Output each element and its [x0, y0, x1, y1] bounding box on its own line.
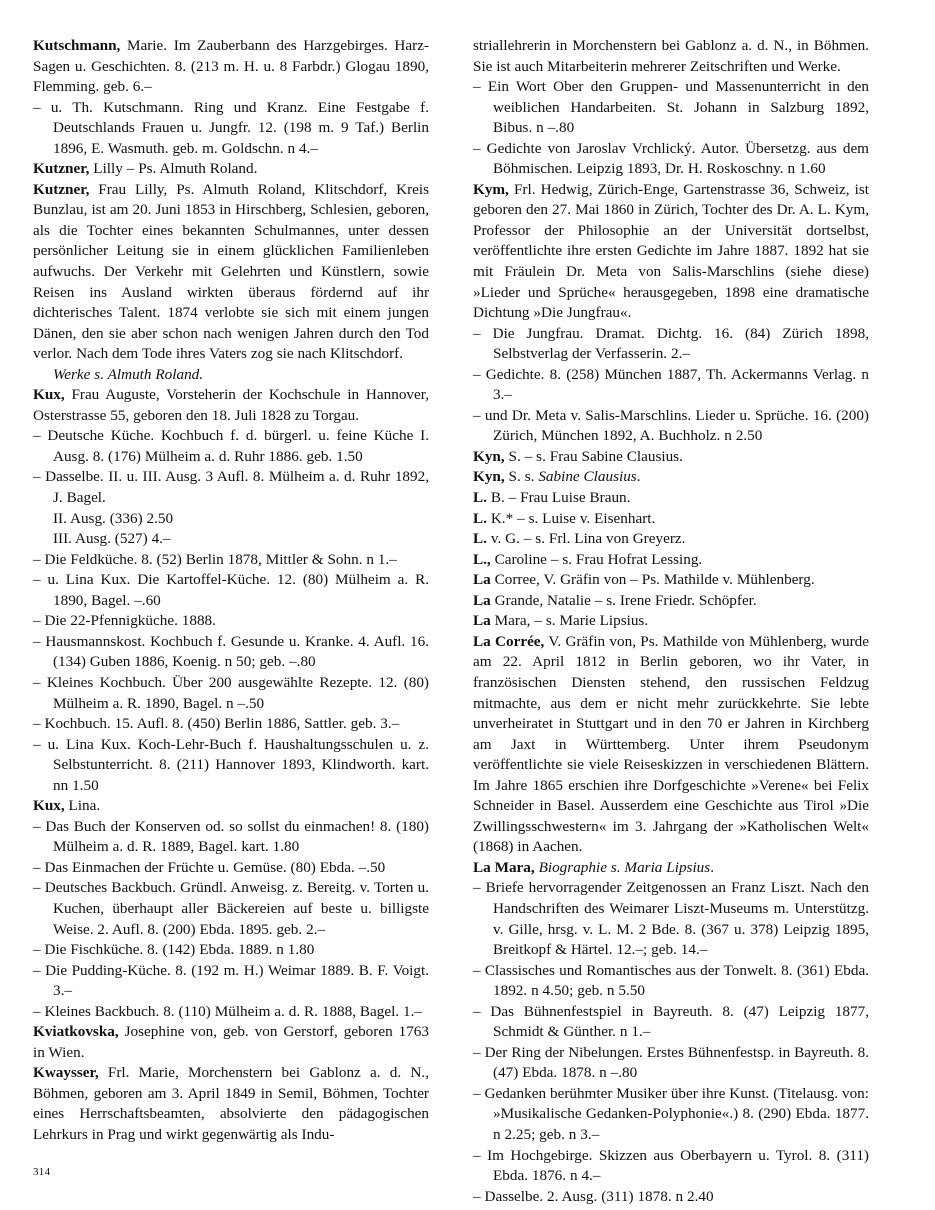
- dictionary-entry: La Mara, Biographie s. Maria Lipsius.: [473, 858, 714, 876]
- dictionary-entry: La Corree, V. Gräfin von – Ps. Mathilde v. Mühlenberg.: [473, 571, 815, 589]
- bibliography-item: – Classisches und Romantisches aus der Tonwelt. 8. (361) Ebda. 1892. n 4.50; geb. n 5.50: [473, 961, 869, 1000]
- bibliography-item: – Der Ring der Nibelungen. Erstes Bühnenfestsp. in Bayreuth. 8. (47) Ebda. 1878. n –.80: [473, 1043, 869, 1082]
- entry-headword: Kwaysser,: [33, 1064, 99, 1082]
- dictionary-entry: Kym, Frl. Hedwig, Zürich-Enge, Gartenstrasse 36, Schweiz, ist geboren den 27. Mai 1860 in Zürich, Tochter des Dr. A. L. Kym, Professor der Philosophie an der Universität dortselbst, veröffentlichte ihre ersten Gedichte im Jahre 1887. 1892 hat sie mit Fräulein Dr. Meta von Salis-Marschlins (siehe diese) »Lieder und Sprüche« herausgegeben, 1898 eine dramatische Dichtung »Die Jungfrau«.: [473, 180, 869, 322]
- bibliography-item: – u. Lina Kux. Die Kartoffel-Küche. 12. (80) Mülheim a. R. 1890, Bagel. –.60: [33, 571, 429, 609]
- entry-headword: Kux,: [33, 386, 65, 404]
- dictionary-entry: L., Caroline – s. Frau Hofrat Lessing.: [473, 550, 703, 568]
- bibliography-item: – Die 22-Pfennigküche. 1888.: [33, 612, 216, 630]
- dictionary-entry: Kutzner, Frau Lilly, Ps. Almuth Roland, Klitschdorf, Kreis Bunzlau, ist am 20. Juni 1853 in Hirschberg, Schlesien, geboren, als die Tochter eines bekannten Schulmannes, unter dessen persönlicher Leitung sie in einem glücklichen Familienleben aufwuchs. Der Verkehr mit Gelehrten und Künstlern, sowie Reisen ins Ausland wirkten überaus fördernd auf ihr dichterisches Talent. 1874 verlobte sie sich mit einem jungen Dänen, den sie aber schon nach wenigen Jahren durch den Tod verlor. Nach dem Tode ihres Vaters zog sie nach Klitschdorf.: [33, 180, 429, 363]
- entry-headword: Kux,: [33, 797, 65, 815]
- bibliography-item: – Das Bühnenfestspiel in Bayreuth. 8. (47) Leipzig 1877, Schmidt & Günther. n 1.–: [473, 1002, 869, 1041]
- bibliography-subitem: III. Ausg. (527) 4.–: [53, 530, 171, 548]
- entry-headword: Kutschmann,: [33, 37, 121, 54]
- entry-headword: L.: [473, 509, 487, 527]
- dictionary-entry: Kutzner, Lilly – Ps. Almuth Roland.: [33, 160, 258, 178]
- two-column-text-body: [33, 36, 895, 1207]
- bibliography-item: – Gedanken berühmter Musiker über ihre Kunst. (Titelausg. von: »Musikalische Gedanken-Polyphonie«.) 8. (290) Ebda. 1877. n 2.25; geb. n 3.–: [473, 1084, 869, 1143]
- bibliography-item: – Im Hochgebirge. Skizzen aus Oberbayern u. Tyrol. 8. (311) Ebda. 1876. n 4.–: [473, 1146, 869, 1185]
- left-text-column: [33, 36, 429, 1207]
- entry-headword: L.,: [473, 550, 491, 568]
- dictionary-entry: La Grande, Natalie – s. Irene Friedr. Schöpfer.: [473, 591, 757, 609]
- dictionary-entry: striallehrerin in Morchenstern bei Gablonz a. d. N., in Böhmen. Sie ist auch Mitarbeiterin mehrerer Zeitschriften und Werke.: [473, 37, 869, 75]
- entry-cross-reference: Biographie s. Maria Lipsius: [538, 858, 711, 876]
- bibliography-subitem: II. Ausg. (336) 2.50: [53, 509, 174, 527]
- dictionary-entry: La Mara, – s. Marie Lipsius.: [473, 612, 649, 630]
- bibliography-item: – Die Jungfrau. Dramat. Dichtg. 16. (84) Zürich 1898, Selbstverlag der Verfasserin. 2.–: [473, 324, 869, 363]
- entry-headword: La: [473, 571, 491, 589]
- dictionary-entry: Kviatkovska, Josephine von, geb. von Gerstorf, geboren 1763 in Wien.: [33, 1023, 429, 1061]
- dictionary-entry: L. B. – Frau Luise Braun.: [473, 489, 631, 507]
- entry-headword: Kutzner,: [33, 160, 90, 178]
- bibliography-item: – Die Pudding-Küche. 8. (192 m. H.) Weimar 1889. B. F. Voigt. 3.–: [33, 961, 429, 1000]
- bibliography-item: – Briefe hervorragender Zeitgenossen an Franz Liszt. Nach den Handschriften des Weimarer Liszt-Museums m. Unterstützg. v. Gille, hrsg. v. L. M. 2 Bde. 8. (367 u. 378) Leipzig 1895, Breitkopf & Härtel. 12.–; geb. 14.–: [473, 879, 869, 959]
- entry-headword: La: [473, 591, 491, 609]
- bibliography-item: – Dasselbe. II. u. III. Ausg. 3 Aufl. 8. Mülheim a. d. Ruhr 1892, J. Bagel.: [33, 468, 429, 507]
- entry-headword: La: [473, 612, 491, 630]
- dictionary-entry: Kux, Lina.: [33, 797, 101, 815]
- entry-headword: La Corrée,: [473, 632, 545, 650]
- entry-headword: La Mara,: [473, 858, 535, 876]
- bibliography-item: – Kleines Kochbuch. Über 200 ausgewählte Rezepte. 12. (80) Mülheim a. R. 1890, Bagel. n –.50: [33, 673, 429, 712]
- entry-headword: Kutzner,: [33, 180, 90, 198]
- bibliography-item: – Gedichte. 8. (258) München 1887, Th. Ackermanns Verlag. n 3.–: [473, 365, 869, 404]
- bibliography-item: – u. Th. Kutschmann. Ring und Kranz. Eine Festgabe f. Deutschlands Frauen u. Jungfr. 12. (198 m. 9 Taf.) Berlin 1896, E. Wasmuth. geb. m. Goldschn. n 4.–: [33, 98, 429, 157]
- page-number: 314: [33, 1166, 51, 1178]
- dictionary-entry: Kwaysser, Frl. Marie, Morchenstern bei Gablonz a. d. N., Böhmen, geboren am 3. April 1849 in Semil, Böhmen, Tochter eines Herrschaftsbeamten, absolvierte den pädagogischen Lehrkurs in Prag und wirkt gegenwärtig als Indu-: [33, 1064, 429, 1143]
- entry-headword: L.: [473, 530, 487, 548]
- dictionary-entry: La Corrée, V. Gräfin von, Ps. Mathilde von Mühlenberg, wurde am 22. April 1812 in Berlin geboren, wo ihr Vater, in französischen Diensten stehend, den russischen Feldzug mitmachte, aus dem er nicht mehr zurückkehrte. Sie lebte unverheiratet in Stuttgart und in den 70 er Jahren in Kirchberg am Jaxt in Württemberg. Unter ihrem Pseudonym veröffentlichte sie viele Reiseskizzen in verschiedenen Blättern. Im Jahre 1865 erschien ihre Dorfgeschichte »Verene« bei Felix Schneider in Basel. Ausserdem eine Geschichte aus Tirol »Die Zwillingsschwestern« im 3. Jahrgang der »Katholischen Welt« (1868) in Aachen.: [473, 632, 869, 856]
- entry-headword: L.: [473, 489, 487, 507]
- bibliography-item: – Deutsche Küche. Kochbuch f. d. bürgerl. u. feine Küche I. Ausg. 8. (176) Mülheim a. d. Ruhr 1886. geb. 1.50: [33, 427, 429, 465]
- dictionary-entry: L. K.* – s. Luise v. Eisenhart.: [473, 509, 656, 527]
- bibliography-item: – Deutsches Backbuch. Gründl. Anweisg. z. Bereitg. v. Torten u. Kuchen, überhaupt aller Bäckereien auf beste u. billigste Weise. 2. Aufl. 8. (200) Ebda. 1895. geb. 2.–: [33, 879, 429, 938]
- right-text-column: [473, 36, 869, 1207]
- bibliography-item: – Hausmannskost. Kochbuch f. Gesunde u. Kranke. 4. Aufl. 16. (134) Guben 1886, Koenig. n 50; geb. –.80: [33, 632, 429, 671]
- bibliography-item: – u. Lina Kux. Koch-Lehr-Buch f. Haushaltungsschulen u. z. Selbstunterricht. 8. (211) Hannover 1893, Klindworth. kart. nn 1.50: [33, 735, 429, 794]
- bibliography-item: – Das Einmachen der Früchte u. Gemüse. (80) Ebda. –.50: [33, 858, 386, 876]
- bibliography-item: – Die Fischküche. 8. (142) Ebda. 1889. n 1.80: [33, 941, 315, 959]
- dictionary-entry: Kyn, S. – s. Frau Sabine Clausius.: [473, 447, 683, 465]
- bibliography-item: – und Dr. Meta v. Salis-Marschlins. Lieder u. Sprüche. 16. (200) Zürich, München 1892, A. Buchholz. n 2.50: [473, 406, 869, 445]
- dictionary-entry: Kux, Frau Auguste, Vorsteherin der Kochschule in Hannover, Osterstrasse 55, geboren den 18. Juli 1828 zu Torgau.: [33, 386, 429, 424]
- bibliography-item: – Kleines Backbuch. 8. (110) Mülheim a. d. R. 1888, Bagel. 1.–: [33, 1002, 423, 1020]
- entry-note: Werke s. Almuth Roland.: [53, 365, 204, 383]
- dictionary-entry: Kyn, S. s. Sabine Clausius.: [473, 468, 641, 486]
- dictionary-entry: L. v. G. – s. Frl. Lina von Greyerz.: [473, 530, 686, 548]
- entry-headword: Kym,: [473, 180, 509, 198]
- bibliography-item: – Dasselbe. 2. Ausg. (311) 1878. n 2.40: [473, 1187, 714, 1205]
- dictionary-entry: Kutschmann, Marie. Im Zauberbann des Harzgebirges. Harz-Sagen u. Geschichten. 8. (213 m. H. u. 8 Farbdr.) Glogau 1890, Flemming. geb. 6.–: [33, 37, 429, 96]
- bibliography-item: – Die Feldküche. 8. (52) Berlin 1878, Mittler & Sohn. n 1.–: [33, 550, 397, 568]
- bibliography-item: – Gedichte von Jaroslav Vrchlický. Autor. Übersetzg. aus dem Böhmischen. Leipzig 1893, Dr. H. Roskoschny. n 1.60: [473, 139, 869, 178]
- entry-headword: Kyn,: [473, 468, 505, 486]
- entry-cross-reference: Sabine Clausius: [538, 468, 637, 486]
- bibliography-item: – Ein Wort Ober den Gruppen- und Massenunterricht in den weiblichen Handarbeiten. St. Johann in Salzburg 1892, Bibus. n –.80: [473, 78, 869, 137]
- bibliography-item: – Kochbuch. 15. Aufl. 8. (450) Berlin 1886, Sattler. geb. 3.–: [33, 715, 400, 733]
- bibliography-item: – Das Buch der Konserven od. so sollst du einmachen! 8. (180) Mülheim a. d. R. 1889, Bagel. kart. 1.80: [33, 817, 429, 856]
- entry-headword: Kviatkovska,: [33, 1023, 119, 1041]
- entry-headword: Kyn,: [473, 447, 505, 465]
